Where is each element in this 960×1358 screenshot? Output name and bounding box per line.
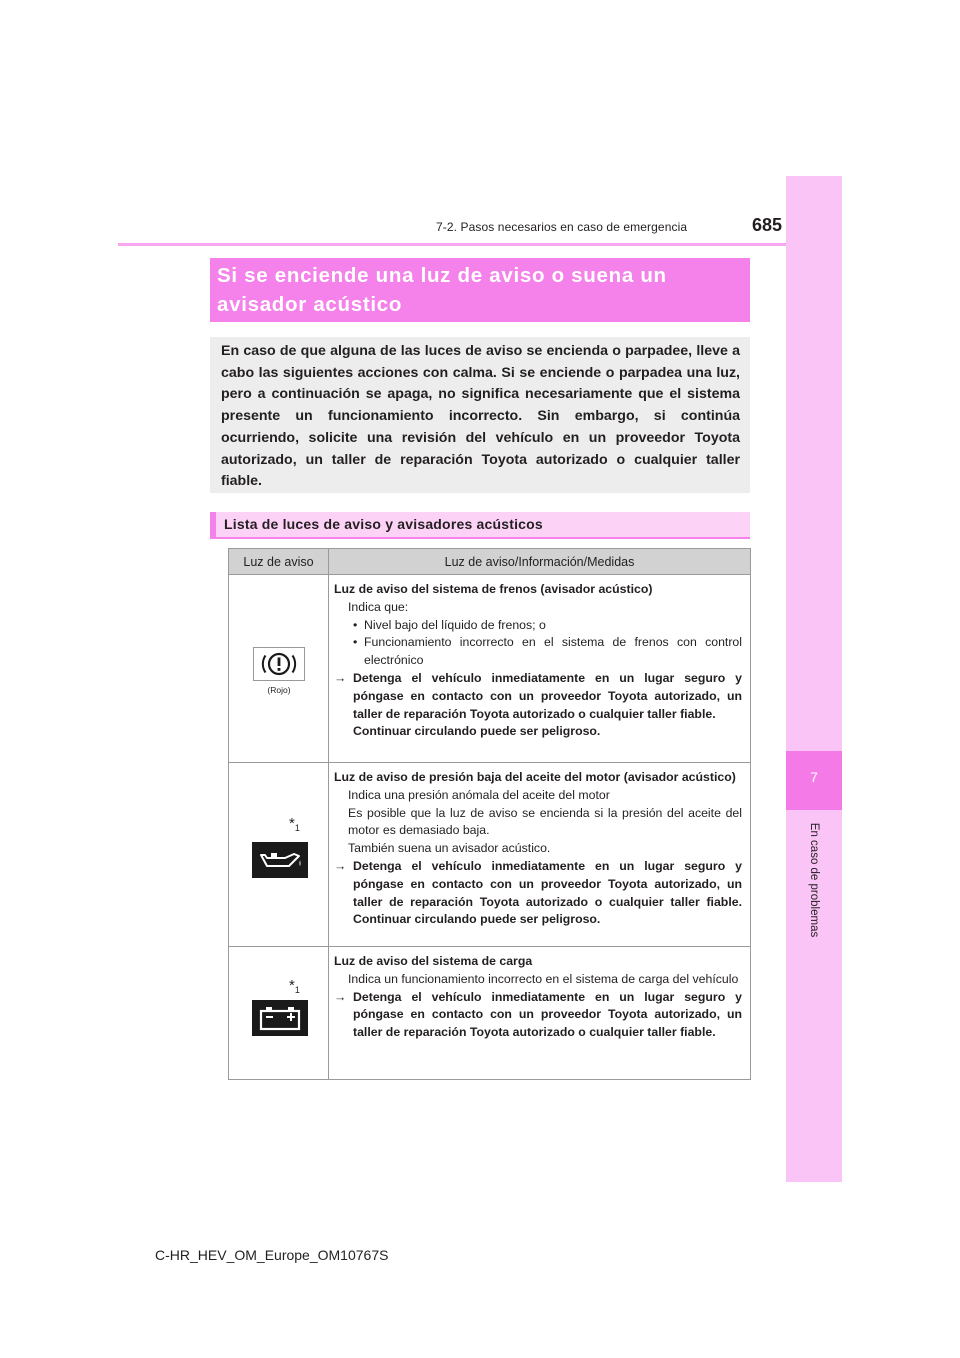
- warning-light-cell: [229, 575, 329, 763]
- footnote-mark: $*_1$: [289, 977, 300, 995]
- table-header-info: Luz de aviso/Información/Medidas: [329, 549, 751, 575]
- header-section-title: 7-2. Pasos necesarios en caso de emergencia: [436, 220, 688, 234]
- warning-action: [334, 989, 742, 1042]
- warning-action: [334, 670, 742, 741]
- table-row: [229, 575, 751, 763]
- brake-warning-icon: [253, 647, 305, 681]
- table-header-light: Luz de aviso: [229, 549, 329, 575]
- warning-action: [334, 858, 742, 929]
- battery-charge-icon: [252, 1000, 308, 1036]
- warning-action-extra: Continuar circulando puede ser peligroso.: [353, 724, 601, 739]
- warning-light-cell: [229, 763, 329, 947]
- header-rule: [118, 243, 786, 246]
- chapter-number: 7: [810, 769, 818, 785]
- warning-bullet: • Nivel bajo del líquido de frenos; o: [334, 617, 742, 635]
- warning-action-text: Detenga el vehículo inmediatamente en un lugar seguro y póngase en contacto con un proveedor Toyota autorizado, un taller de reparación Toyota autorizado o cualquier taller fiable.: [353, 989, 742, 1040]
- warning-bullet: • Funcionamiento incorrecto en el sistema de frenos con control electrónico: [334, 634, 742, 670]
- warning-info-line: También suena un avisador acústico.: [348, 841, 551, 856]
- table-row: [229, 763, 751, 947]
- warning-lights-table: [228, 548, 751, 1080]
- table-header-row: [229, 549, 751, 575]
- warning-action-text: Detenga el vehículo inmediatamente en un lugar seguro y póngase en contacto con un proveedor Toyota autorizado, un taller de reparación Toyota autorizado o cualquier taller fiable.: [353, 670, 742, 721]
- section-heading-box: [210, 512, 750, 538]
- arrow-icon: →: [334, 670, 347, 685]
- section-heading-bar: [210, 512, 216, 538]
- warning-title: Luz de aviso del sistema de frenos (avisador acústico): [334, 582, 653, 596]
- intro-text: En caso de que alguna de las luces de aviso se encienda o parpadee, lleve a cabo las siguientes acciones con calma. Si se enciende o parpadea una luz, pero a continuación se apaga, no significa necesariamente que el sistema presente un funcionamiento incorrecto. Sin embargo, si continúa ocurriendo, solicite una revisión del vehículo en un proveedor Toyota autorizado, un taller de reparación Toyota autorizado o cualquier taller fiable.: [221, 343, 740, 490]
- page-number: 685: [751, 215, 782, 235]
- footnote-number: 1: [294, 985, 300, 995]
- footnote-mark: $*_1$: [289, 815, 300, 833]
- footnote-number: 1: [294, 823, 300, 833]
- oil-pressure-icon: [252, 842, 308, 878]
- table-row: [229, 947, 751, 1080]
- warning-info-line: Indica una presión anómala del aceite del motor: [348, 787, 610, 802]
- warning-description-cell: [329, 763, 751, 947]
- arrow-icon: →: [334, 858, 347, 873]
- warning-description-cell: [329, 575, 751, 763]
- warning-title: Luz de aviso de presión baja del aceite del motor (avisador acústico): [334, 770, 736, 784]
- warning-info-line: Indica que:: [348, 599, 409, 614]
- warning-info-line: Es posible que la luz de aviso se encienda si la presión del aceite del motor es demasiado baja.: [348, 805, 742, 838]
- section-heading: Lista de luces de aviso y avisadores acústicos: [224, 516, 543, 532]
- page-title: Si se enciende una luz de aviso o suena un avisador acústico: [217, 264, 667, 316]
- warning-action-text: Detenga el vehículo inmediatamente en un lugar seguro y póngase en contacto con un proveedor Toyota autorizado, un taller de reparación Toyota autorizado o cualquier taller fiable. Continuar circulando puede ser peligroso.: [353, 858, 742, 927]
- chapter-side-tab: [786, 176, 842, 1182]
- chapter-title: En caso de problemas: [808, 822, 820, 938]
- warning-title: Luz de aviso del sistema de carga: [334, 954, 533, 968]
- section-heading-underline: [210, 537, 750, 539]
- warning-light-cell: [229, 947, 329, 1080]
- icon-color-label: (Rojo): [267, 685, 291, 695]
- page-title-box: [210, 258, 750, 322]
- warning-info-line: Indica un funcionamiento incorrecto en el sistema de carga del vehículo: [348, 971, 739, 986]
- intro-box: [210, 337, 750, 493]
- document-footer-code: C-HR_HEV_OM_Europe_OM10767S: [155, 1247, 389, 1263]
- warning-description-cell: [329, 947, 751, 1080]
- arrow-icon: →: [334, 989, 347, 1004]
